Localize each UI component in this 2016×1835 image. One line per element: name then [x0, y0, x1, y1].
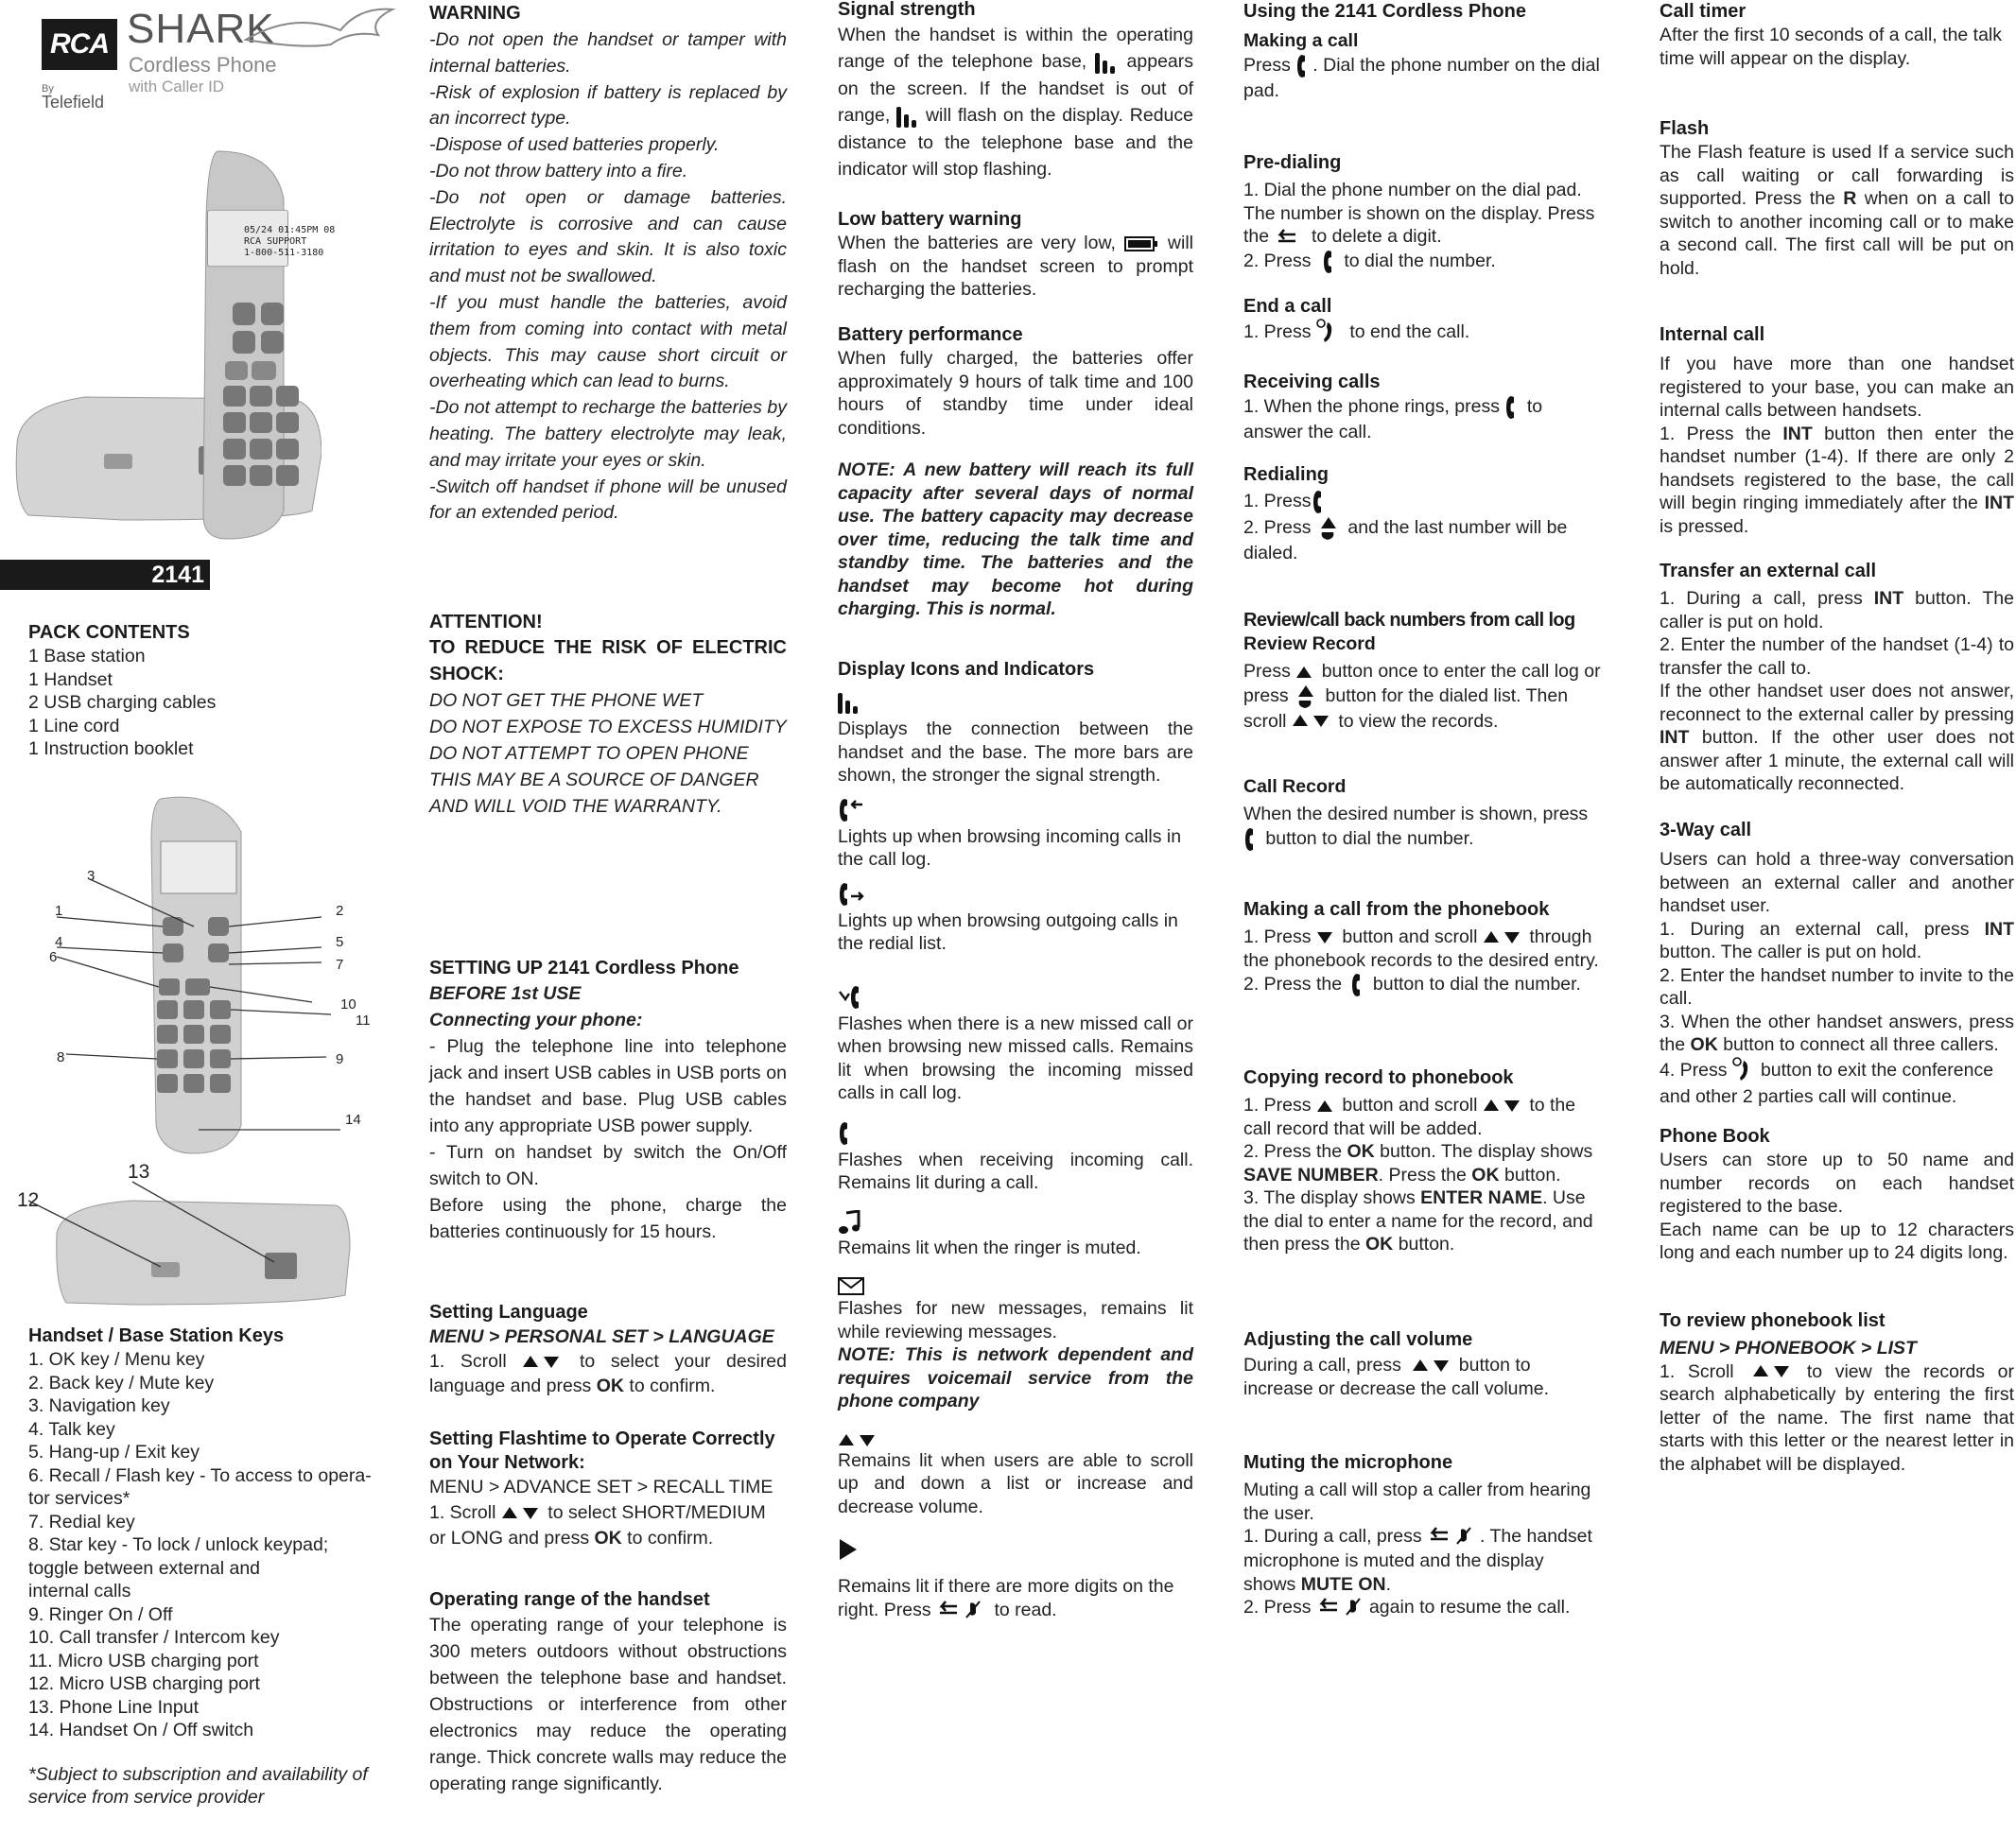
phonebook-list-path: MENU > PHONEBOOK > LIST	[1660, 1338, 1917, 1359]
diagram-label-12: 12	[17, 1189, 40, 1211]
batperf-text: When fully charged, the batteries offer approximately 9 hours of talk time and 100 hours of standby time under ideal conditions.	[838, 348, 1193, 439]
diagram-label-3: 3	[87, 868, 96, 884]
signal-title: Signal strength	[838, 0, 976, 20]
receiving-title: Receiving calls	[1243, 372, 1381, 392]
end-section: End a call 1. Press to end the call.	[1243, 295, 1601, 347]
key-item: 4. Talk key	[28, 1418, 115, 1440]
copy-title: Copying record to phonebook	[1243, 1067, 1514, 1088]
setup-section	[429, 957, 787, 1245]
signal-icon	[838, 689, 864, 718]
using-section: Using the 2141 Cordless Phone Making a call Press . Dial the phone number on the dial pad.	[1243, 1, 1600, 101]
up-down-icon	[501, 1505, 543, 1522]
flash-title: Flash	[1660, 118, 1710, 139]
internal-title: Internal call	[1660, 324, 1765, 345]
flashtime-title: Setting Flashtime to Operate Correctly on Your Network:	[429, 1428, 775, 1473]
up-down-icon	[1483, 929, 1524, 946]
mute-text-1: Muting a call will stop a caller from hearing the user.	[1243, 1480, 1591, 1524]
flashtime-path: MENU > ADVANCE SET > RECALL TIME	[429, 1477, 773, 1497]
diagram-label-1: 1	[55, 903, 63, 919]
talk-icon	[1504, 394, 1521, 421]
key-item: 13. Phone Line Input	[28, 1696, 199, 1718]
column-1	[0, 0, 416, 1835]
key-item: 12. Micro USB charging port	[28, 1673, 260, 1694]
setup-sub1: BEFORE 1st USE	[429, 983, 582, 1004]
right-arrow-icon	[838, 1537, 859, 1562]
phonebook-call-title: Making a call from the phonebook	[1243, 899, 1550, 920]
lowbat-section: Low battery warning When the batteries are very low, will flash on the handset screen to prompt recharging the batteries.	[838, 209, 1194, 300]
diagram-label-13: 13	[128, 1161, 150, 1183]
up-down-icon	[1406, 1358, 1453, 1375]
diagram-label-7: 7	[336, 957, 344, 973]
transfer-title: Transfer an external call	[1660, 561, 1877, 581]
key-item: 3. Navigation key	[28, 1395, 170, 1416]
batperf-note: NOTE: A new battery will reach its full capacity after several days of normal use. The battery capacity may decrease over time, reducing the talk time and standby time. The batteries and the handset may become hot during charging. This is normal.	[838, 459, 1193, 619]
timer-section	[1660, 0, 2014, 70]
signal-desc: Displays the connection between the handset and the base. The more bars are shown, the stronger the signal strength.	[838, 718, 1193, 786]
footnote: *Subject to subscription and availability of service from service provider	[28, 1763, 368, 1808]
language-section: Setting Language MENU > PERSONAL SET > LANGUAGE 1. Scroll to select your desired language and press OK to confirm.	[429, 1302, 788, 1396]
batperf-title: Battery performance	[838, 324, 1023, 345]
key-item: 8. Star key - To lock / unlock keypad;	[28, 1534, 329, 1555]
msg-desc: Flashes for new messages, remains lit while reviewing messages.	[838, 1298, 1193, 1342]
review-title: Review/call back numbers from call log	[1243, 610, 1575, 631]
setup-p1: - Plug the telephone line into telephone jack and insert USB cables in USB ports on the handset and base. Plug USB cables into any appropriate USB power supply.	[429, 1036, 787, 1136]
phonebook-list-title: To review phonebook list	[1660, 1310, 1886, 1331]
using-title: Using the 2141 Cordless Phone	[1243, 1, 1526, 22]
predial-section: Pre-dialing 1. Dial the phone number on the dial pad. The number is shown on the display. Press the to delete a digit. 2. Press to dial the number.	[1243, 151, 1601, 275]
talk-icon	[1243, 826, 1260, 853]
diagram-label-11: 11	[356, 1013, 371, 1029]
diagram-label-9: 9	[336, 1051, 344, 1067]
review-section: Review/call back numbers from call log Review Record Press button once to enter the call log or press button for the dialed list. Then scroll to view the records.	[1243, 610, 1601, 732]
warning-item: -Do not open or damage batteries. Electrolyte is corrosive and can cause irritation to eyes and skin. It is also toxic and must not be swallowed.	[429, 186, 787, 287]
language-title: Setting Language	[429, 1302, 588, 1323]
warning-item: -Do not attempt to recharge the batteries by heating. The battery electrolyte may leak, and may irritate your eyes or skin.	[429, 397, 787, 471]
setup-p3: Before using the phone, charge the batteries continuously for 15 hours.	[429, 1195, 787, 1242]
keys-title: Handset / Base Station Keys	[28, 1325, 285, 1346]
volume-section: Adjusting the call volume During a call, press button to increase or decrease the call volume.	[1243, 1328, 1601, 1400]
key-diagram	[19, 785, 397, 1314]
attention-subtitle: TO REDUCE THE RISK OF ELECTRIC SHOCK:	[429, 637, 787, 684]
up-down-icon	[1483, 1098, 1524, 1115]
key-item: 2. Back key / Mute key	[28, 1372, 215, 1394]
missed-desc: Flashes when there is a new missed call or when browsing new missed calls. Remains lit when browsing the incoming missed calls in call log.	[838, 1013, 1193, 1103]
model-number: 2141	[0, 560, 210, 590]
key-item: internal calls	[28, 1581, 131, 1601]
key-item: 7. Redial key	[28, 1511, 135, 1532]
talk-icon	[1295, 53, 1312, 79]
attention-title: ATTENTION!	[429, 612, 543, 632]
attention-line: DO NOT ATTEMPT TO OPEN PHONE	[429, 743, 749, 764]
handset-screen: 05/24 01:45PM 08 RCA SUPPORT 1-800-511-3180	[244, 225, 336, 258]
phonebook-call-section: Making a call from the phonebook 1. Press button and scroll through the phonebook records to the desired entry. 2. Press the button to dial the number.	[1243, 898, 1601, 998]
pack-item: 2 USB charging cables	[28, 692, 217, 713]
end-title: End a call	[1243, 296, 1332, 317]
volume-title: Adjusting the call volume	[1243, 1329, 1473, 1350]
phonebook-list-section: To review phonebook list MENU > PHONEBOOK > LIST 1. Scroll to view the records or search alphabetically by entering the first letter of the name. The first name that starts with this letter or the nearest letter in the alphabet will be displayed.	[1660, 1310, 2014, 1475]
updown-desc: Remains lit when users are able to scroll up and down a list or increase and decrease volume.	[838, 1449, 1193, 1517]
key-item: 9. Ringer On / Off	[28, 1603, 173, 1625]
up-down-icon	[1292, 713, 1333, 730]
key-item: 5. Hang-up / Exit key	[28, 1442, 200, 1463]
battery-icon	[1123, 234, 1159, 253]
msg-note: NOTE: This is network dependent and requires voicemail service from the phone company	[838, 1344, 1193, 1411]
pack-contents-title: PACK CONTENTS	[28, 622, 190, 643]
outgoing-desc: Lights up when browsing outgoing calls in the redial list.	[838, 909, 1178, 954]
diagram-label-2: 2	[336, 903, 344, 919]
attention-line: DO NOT GET THE PHONE WET	[429, 690, 704, 711]
by-label: By	[42, 83, 54, 95]
talk-icon	[1316, 249, 1339, 275]
key-item: toggle between external and	[28, 1557, 261, 1579]
up-down-icon	[522, 1354, 564, 1371]
phone-desc: Flashes when receiving incoming call. Remains lit during a call.	[838, 1149, 1193, 1193]
up-icon	[1316, 1099, 1337, 1114]
key-item: 6. Recall / Flash key - To access to opera-	[28, 1464, 372, 1486]
flashtime-section: Setting Flashtime to Operate Correctly on Your Network: MENU > ADVANCE SET > RECALL TIME 1. Scroll to select SHORT/MEDIUM or LONG and press OK to confirm.	[429, 1428, 787, 1551]
setup-p2: - Turn on handset by switch the On/Off switch to ON.	[429, 1142, 787, 1189]
attention-line: DO NOT EXPOSE TO EXCESS HUMIDITY	[429, 717, 787, 737]
diagram-label-4: 4	[55, 934, 63, 950]
diagram-label-8: 8	[57, 1049, 65, 1065]
range-title: Operating range of the handset	[429, 1589, 710, 1610]
key-item: tor services*	[28, 1488, 130, 1509]
back-mute-icon	[1427, 1525, 1480, 1549]
brand-subtitle: Cordless Phone	[129, 53, 277, 77]
brand-name: SHARK	[127, 6, 275, 52]
diagram-label-6: 6	[49, 949, 58, 965]
lowbat-title: Low battery warning	[838, 209, 1022, 230]
up-down-icon	[1747, 1363, 1794, 1380]
signal-section: Signal strength When the handset is within the operating range of the telephone base, appears on the screen. If the handset is out of range, will flash on the display. Reduce distance to the telephone base and the indicator will stop flashing.	[838, 0, 1193, 180]
attention-line: THIS MAY BE A SOURCE OF DANGER AND WILL VOID THE WARRANTY.	[429, 770, 759, 817]
up-icon	[1295, 665, 1316, 680]
warning-item: -Risk of explosion if battery is replaced by an incorrect type.	[429, 81, 787, 130]
back-icon	[1275, 227, 1307, 248]
range-text: The operating range of your telephone is 300 meters outdoors without obstructions between the telephone base and handset. Obstructions or interference from other electronics may reduce the operating range. Thick concrete walls may reduce the operating range significantly.	[429, 1615, 787, 1794]
display-icons-section: Display Icons and Indicators Displays the connection between the handset and the base. The more bars are shown, the stronger the signal strength. Lights up when browsing incoming calls in the call log. Lights up when browsing outgoing calls in the redial list. Flashes when there is a new missed call or when browsing new missed calls. Remains lit when browsing the incoming missed calls in call log. Flashes when receiving incoming call. Remains lit during a call. Remains lit when the ringer is muted. Flashes for new messages, remains lit while reviewing messages. NOTE: This is network dependent and requires voicemail service from the phone company Remains lit when users are able to scroll up and down a list or increase and decrease volume. Remains lit if there are more digits on the right. Press to read.	[838, 658, 1193, 1623]
receiving-section: Receiving calls 1. When the phone rings, press to answer the call.	[1243, 371, 1601, 444]
pack-item: 1 Base station	[28, 646, 146, 666]
warning-section	[429, 2, 787, 527]
brand-subtitle-2: with Caller ID	[129, 78, 225, 95]
flash-section: Flash The Flash feature is used If a service such as call waiting or call forwarding is supported. Press the R when on a call to switch to another incoming call or to make a second call. The first call will be put on hold.	[1660, 118, 2014, 279]
timer-title: Call timer	[1660, 1, 1747, 22]
internal-text: If you have more than one handset registered to your base, you can make an internal calls between handsets.	[1660, 354, 2014, 421]
setup-sub2: Connecting your phone:	[429, 1010, 643, 1030]
down-icon	[1316, 930, 1337, 945]
phonebook-text-2: Each name can be up to 12 characters long and each number up to 24 digits long.	[1660, 1219, 2014, 1263]
message-icon	[838, 1276, 866, 1297]
diagram-label-5: 5	[336, 934, 344, 950]
review-subtitle: Review Record	[1243, 633, 1376, 654]
language-path: MENU > PERSONAL SET > LANGUAGE	[429, 1326, 774, 1347]
talk-icon	[1347, 972, 1367, 998]
threeway-section: 3-Way call Users can hold a three-way conversation between an external caller and another handset user. 1. During an external call, press INT button. The caller is put on hold. 2. Enter the handset number to invite to the call. 3. When the other handset answers, press the OK button to connect all three callers. 4. Press button to exit the conference and other 2 parties call will continue.	[1660, 820, 2014, 1107]
product-image	[9, 142, 322, 548]
internal-section: Internal call If you have more than one handset registered to your base, you can make an internal calls between handsets. 1. Press the INT button then enter the handset number (1-4). If there are only 2 handsets registered to the base, the call will begin ringing immediately after the INT is pressed.	[1660, 324, 2015, 537]
phonebook-title: Phone Book	[1660, 1126, 1770, 1147]
key-item: 10. Call transfer / Intercom key	[28, 1627, 280, 1648]
warning-item: -Do not throw battery into a fire.	[429, 160, 688, 182]
batperf-section	[838, 323, 1193, 621]
redial-icon	[1294, 684, 1320, 710]
missed-call-icon	[838, 984, 866, 1013]
mute-title: Muting the microphone	[1243, 1452, 1453, 1473]
back-mute-icon	[1316, 1596, 1369, 1620]
callrecord-title: Call Record	[1243, 776, 1347, 797]
copy-section: Copying record to phonebook 1. Press button and scroll to the call record that will be added. 2. Press the OK button. The display shows SAVE NUMBER. Press the OK button. 3. The display shows ENTER NAME. Use the dial to enter a name for the record, and then press the OK button.	[1243, 1066, 1601, 1256]
key-item: 1. OK key / Menu key	[28, 1349, 205, 1370]
redial-section: Redialing 1. Press 2. Press and the last number will be dialed.	[1243, 463, 1601, 565]
muted-desc: Remains lit when the ringer is muted.	[838, 1237, 1141, 1258]
shark-fin-icon	[236, 2, 397, 59]
diagram-label-10: 10	[340, 996, 356, 1013]
diagram-label-14: 14	[345, 1112, 361, 1128]
warning-item: -Dispose of used batteries properly.	[429, 134, 720, 156]
making-title: Making a call	[1243, 30, 1359, 51]
warning-title: WARNING	[429, 3, 521, 24]
redial-title: Redialing	[1243, 464, 1330, 485]
redial-icon	[1316, 515, 1343, 542]
hangup-icon	[1316, 319, 1345, 347]
phonebook-section	[1660, 1125, 2014, 1265]
mute-section: Muting the microphone Muting a call will stop a caller from hearing the user. 1. During a call, press . The handset microphone is muted and the display shows MUTE ON. 2. Press again to resume the call.	[1243, 1451, 1601, 1620]
pack-item: 1 Instruction booklet	[28, 738, 194, 759]
pack-item: 1 Handset	[28, 668, 113, 690]
signal-icon	[896, 103, 919, 130]
warning-item: -If you must handle the batteries, avoid them from coming into contact with metal objects. This may cause short circuit or overheating which can lead to burns.	[429, 291, 787, 392]
signal-icon	[1095, 49, 1118, 76]
hangup-icon	[1732, 1057, 1761, 1085]
attention-section	[429, 611, 787, 820]
key-item: 14. Handset On / Off switch	[28, 1720, 254, 1740]
pack-contents	[28, 621, 340, 761]
threeway-title: 3-Way call	[1660, 820, 1752, 840]
display-icons-title: Display Icons and Indicators	[838, 659, 1095, 680]
outgoing-call-icon	[838, 881, 866, 909]
ringer-muted-icon	[838, 1210, 862, 1237]
rca-logo: RCA	[42, 19, 117, 70]
timer-text: After the first 10 seconds of a call, the talk time will appear on the display.	[1660, 25, 2003, 69]
warning-item: -Switch off handset if phone will be unused for an extended period.	[429, 476, 787, 524]
talk-icon	[1312, 489, 1329, 515]
transfer-step-2: 2. Enter the number of the handset (1-4) to transfer the call to.	[1660, 634, 2014, 679]
warning-item: -Do not open the handset or tamper with internal batteries.	[429, 29, 787, 77]
pack-item: 1 Line cord	[28, 715, 120, 736]
keys-section	[28, 1324, 392, 1809]
phonebook-text-1: Users can store up to 50 name and number records on each handset registered to the base.	[1660, 1150, 2014, 1217]
callrecord-section: Call Record When the desired number is shown, press button to dial the number.	[1243, 775, 1601, 853]
key-item: 11. Micro USB charging port	[28, 1650, 259, 1671]
up-down-icon	[838, 1432, 879, 1449]
setup-title: SETTING UP 2141 Cordless Phone	[429, 958, 739, 978]
incoming-desc: Lights up when browsing incoming calls in the call log.	[838, 825, 1182, 870]
maker-logo: Telefield	[42, 93, 105, 112]
incoming-call-icon	[838, 797, 866, 825]
threeway-text: Users can hold a three-way conversation between an external caller and another handset user.	[1660, 849, 2014, 916]
threeway-step-2: 2. Enter the handset number to invite to the call.	[1660, 964, 2014, 1009]
predial-title: Pre-dialing	[1243, 152, 1342, 173]
transfer-section: Transfer an external call 1. During a call, press INT button. The caller is put on hold. 2. Enter the number of the handset (1-4) to transfer the call to. If the other handset user does not answer, reconnect to the external caller by pressing INT button. If the other user does not answer after 1 minute, the external call will be automatically reconnected.	[1660, 561, 2015, 794]
range-section	[429, 1588, 787, 1797]
phone-icon	[838, 1120, 857, 1149]
back-mute-icon	[936, 1599, 989, 1623]
